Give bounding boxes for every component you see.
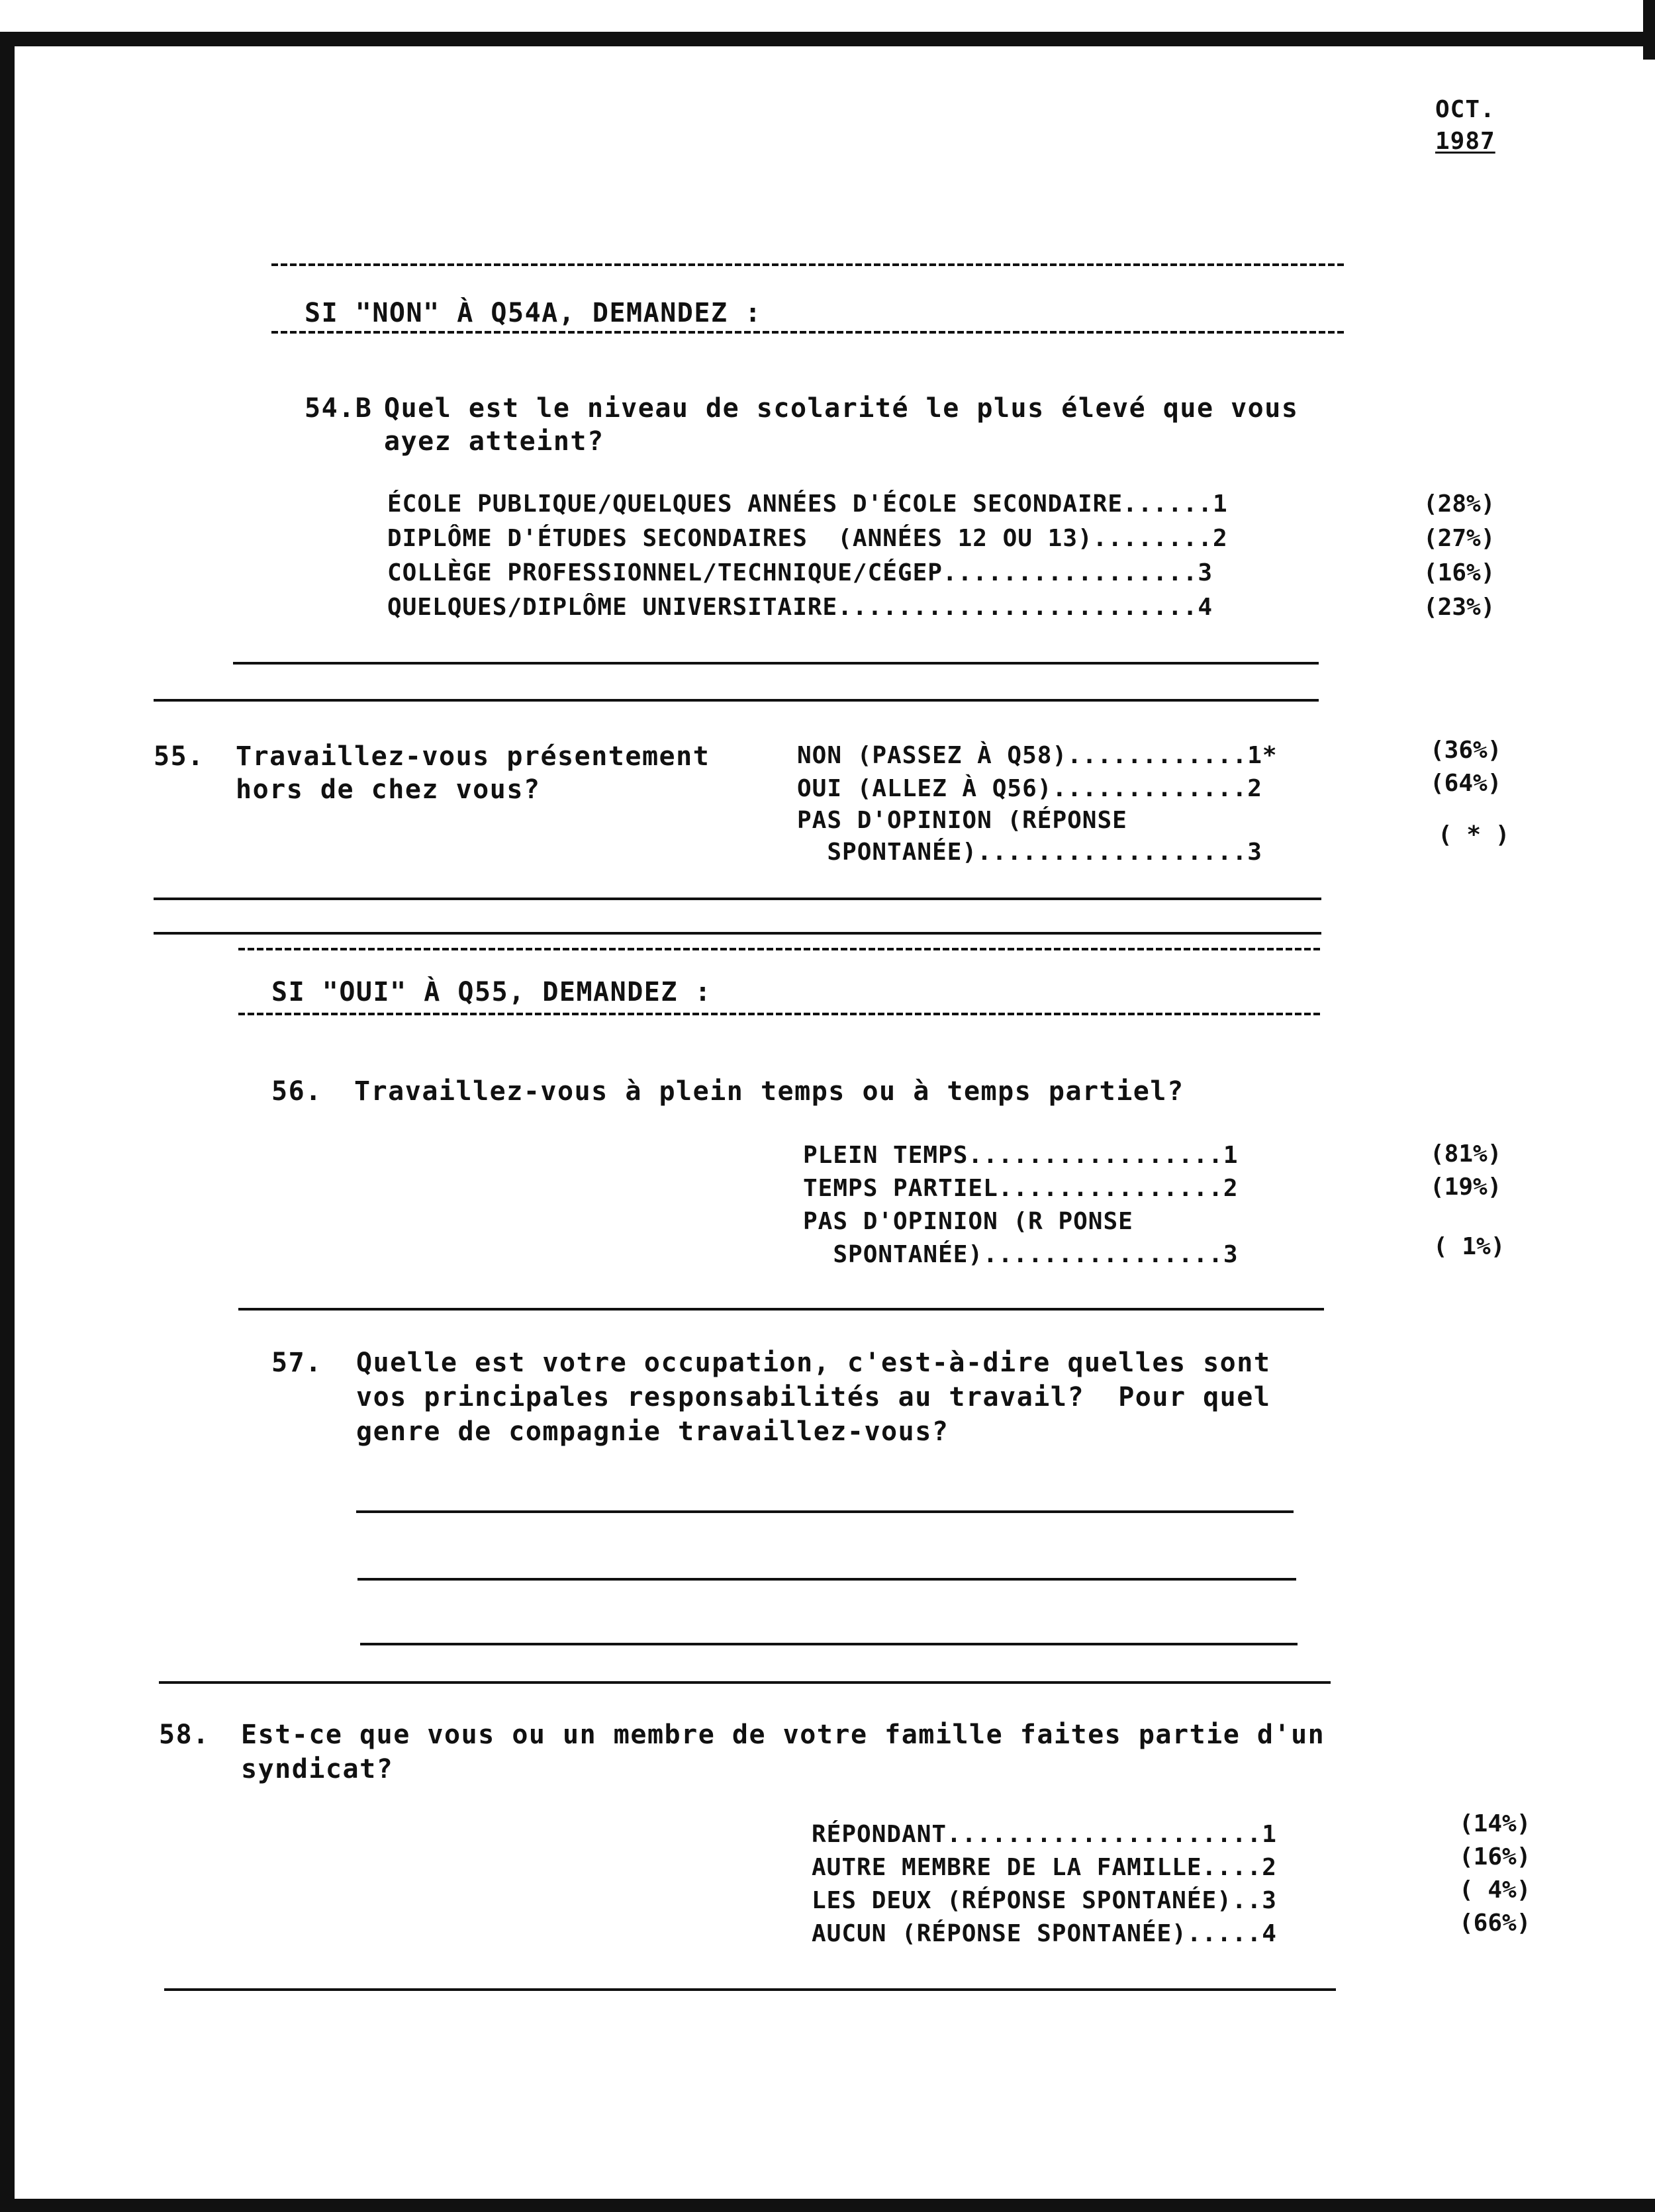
header-month: OCT. bbox=[1435, 96, 1495, 123]
answer-option: TEMPS PARTIEL...............2 bbox=[803, 1175, 1239, 1202]
question-57-line3: genre de compagnie travaillez-vous? bbox=[356, 1416, 949, 1447]
answer-option: QUELQUES/DIPLÔME UNIVERSITAIRE........................4 bbox=[387, 594, 1213, 621]
answer-percentage: (64%) bbox=[1430, 770, 1502, 797]
answer-percentage: (28%) bbox=[1423, 490, 1495, 518]
answer-option: NON (PASSEZ À Q58)............1* bbox=[797, 742, 1278, 769]
answer-percentage: (81%) bbox=[1430, 1140, 1502, 1168]
section-rule bbox=[154, 898, 1321, 900]
question-number-58: 58. bbox=[159, 1720, 210, 1750]
answer-percentage: (23%) bbox=[1423, 594, 1495, 621]
scan-border-bottom bbox=[0, 2199, 1655, 2212]
answer-percentage: ( * ) bbox=[1438, 821, 1510, 849]
instruction-54b: SI "NON" À Q54A, DEMANDEZ : bbox=[305, 298, 762, 328]
answer-percentage: (14%) bbox=[1459, 1810, 1531, 1837]
question-57-line1: Quelle est votre occupation, c'est-à-dire quelles sont bbox=[356, 1348, 1271, 1378]
answer-option: AUTRE MEMBRE DE LA FAMILLE....2 bbox=[812, 1854, 1277, 1881]
answer-percentage: (27%) bbox=[1423, 525, 1495, 552]
answer-percentage: (66%) bbox=[1459, 1910, 1531, 1937]
section-rule bbox=[271, 263, 1344, 266]
question-number-56: 56. bbox=[271, 1076, 322, 1107]
answer-option: LES DEUX (RÉPONSE SPONTANÉE)..3 bbox=[812, 1887, 1277, 1914]
question-58-line2: syndicat? bbox=[241, 1754, 394, 1784]
answer-write-in-line[interactable] bbox=[357, 1578, 1296, 1581]
answer-option: SPONTANÉE)................3 bbox=[803, 1241, 1239, 1268]
question-54b-line1: Quel est le niveau de scolarité le plus élevé que vous bbox=[384, 393, 1299, 424]
header-year: 1987 bbox=[1435, 128, 1495, 155]
answer-percentage: ( 1%) bbox=[1433, 1233, 1505, 1260]
answer-option: OUI (ALLEZ À Q56).............2 bbox=[797, 775, 1262, 802]
question-number-55: 55. bbox=[154, 741, 205, 772]
section-rule bbox=[238, 1013, 1321, 1015]
answer-percentage: (19%) bbox=[1430, 1174, 1502, 1201]
answer-option: ÉCOLE PUBLIQUE/QUELQUES ANNÉES D'ÉCOLE SECONDAIRE......1 bbox=[387, 490, 1228, 518]
question-number-54b: 54.B bbox=[305, 393, 373, 424]
answer-option: COLLÈGE PROFESSIONNEL/TECHNIQUE/CÉGEP.................3 bbox=[387, 559, 1213, 586]
section-rule bbox=[233, 662, 1319, 665]
scan-border-left bbox=[0, 32, 15, 2212]
instruction-56: SI "OUI" À Q55, DEMANDEZ : bbox=[271, 977, 712, 1007]
answer-option: PAS D'OPINION (R PONSE bbox=[803, 1208, 1133, 1235]
question-56: Travaillez-vous à plein temps ou à temps partiel? bbox=[354, 1076, 1184, 1107]
section-rule bbox=[154, 699, 1319, 702]
section-rule bbox=[238, 948, 1321, 950]
question-57-line2: vos principales responsabilités au travail? Pour quel bbox=[356, 1382, 1271, 1412]
answer-percentage: (16%) bbox=[1423, 559, 1495, 586]
section-rule bbox=[238, 1308, 1324, 1311]
answer-option: SPONTANÉE)..................3 bbox=[797, 839, 1262, 866]
question-58-line1: Est-ce que vous ou un membre de votre famille faites partie d'un bbox=[241, 1720, 1325, 1750]
answer-write-in-line[interactable] bbox=[360, 1643, 1298, 1645]
scan-border-right bbox=[1643, 0, 1655, 60]
answer-option: PLEIN TEMPS.................1 bbox=[803, 1142, 1239, 1169]
answer-option: RÉPONDANT.....................1 bbox=[812, 1821, 1277, 1848]
question-55-line1: Travaillez-vous présentement bbox=[236, 741, 710, 772]
answer-percentage: (16%) bbox=[1459, 1843, 1531, 1870]
scan-border-top bbox=[0, 32, 1655, 46]
answer-write-in-line[interactable] bbox=[356, 1510, 1294, 1513]
answer-percentage: (36%) bbox=[1430, 737, 1502, 764]
section-rule bbox=[154, 932, 1321, 935]
answer-percentage: ( 4%) bbox=[1459, 1876, 1531, 1904]
section-rule bbox=[271, 331, 1344, 334]
answer-option: DIPLÔME D'ÉTUDES SECONDAIRES (ANNÉES 12 OU 13)........2 bbox=[387, 525, 1228, 552]
answer-option: PAS D'OPINION (RÉPONSE bbox=[797, 807, 1127, 834]
question-55-line2: hors de chez vous? bbox=[236, 774, 541, 805]
question-number-57: 57. bbox=[271, 1348, 322, 1378]
question-54b-line2: ayez atteint? bbox=[384, 426, 604, 457]
answer-option: AUCUN (RÉPONSE SPONTANÉE).....4 bbox=[812, 1920, 1277, 1947]
section-rule bbox=[164, 1988, 1336, 1991]
section-rule bbox=[159, 1681, 1331, 1684]
